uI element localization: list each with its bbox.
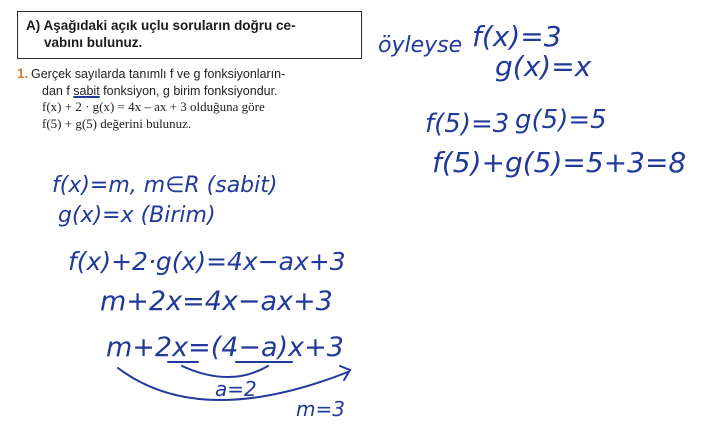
hw-right-g5: g(5)=5 [515,105,607,135]
question-sabit-word: sabit [73,83,100,98]
hw-left-gx-def: g(x)=x (Birim) [58,203,216,228]
section-header-line2: vabını bulunuz. [44,35,143,50]
hw-right-sum: f(5)+g(5)=5+3=8 [432,146,687,179]
hw-right-f5: f(5)=3 [425,109,510,139]
question-line2-post: fonksiyon, g birim fonksiyondur. [99,83,278,98]
hw-right-oyleyse: öyleyse [378,33,463,58]
hw-left-eq1: f(x)+2·g(x)=4x−ax+3 [68,247,346,276]
question-line2-pre: dan f [42,83,74,98]
hw-right-gx: g(x)=x [495,50,592,83]
hw-left-fx-def: f(x)=m, m∈R (sabit) [52,173,278,198]
question-equation: f(x) + 2 · g(x) = 4x – ax + 3 olduğuna göre [42,99,265,114]
hw-left-a-result: a=2 [215,377,257,401]
question-ask: f(5) + g(5) değerini bulunuz. [42,115,192,131]
hw-left-eq3: m+2x=(4−a)x+3 [106,332,344,363]
hw-right-fx: f(x)=3 [472,20,562,53]
section-header-line1: A) Aşağıdaki açık uçlu soruların doğru ce- [26,18,296,33]
question-number: 1. [17,66,29,81]
question-line1: Gerçek sayılarda tanımlı f ve g fonksiyonların- [31,67,286,81]
hw-left-eq2: m+2x=4x−ax+3 [100,286,333,317]
hw-left-m-result: m=3 [296,397,345,421]
hw-arc-a [182,366,268,377]
